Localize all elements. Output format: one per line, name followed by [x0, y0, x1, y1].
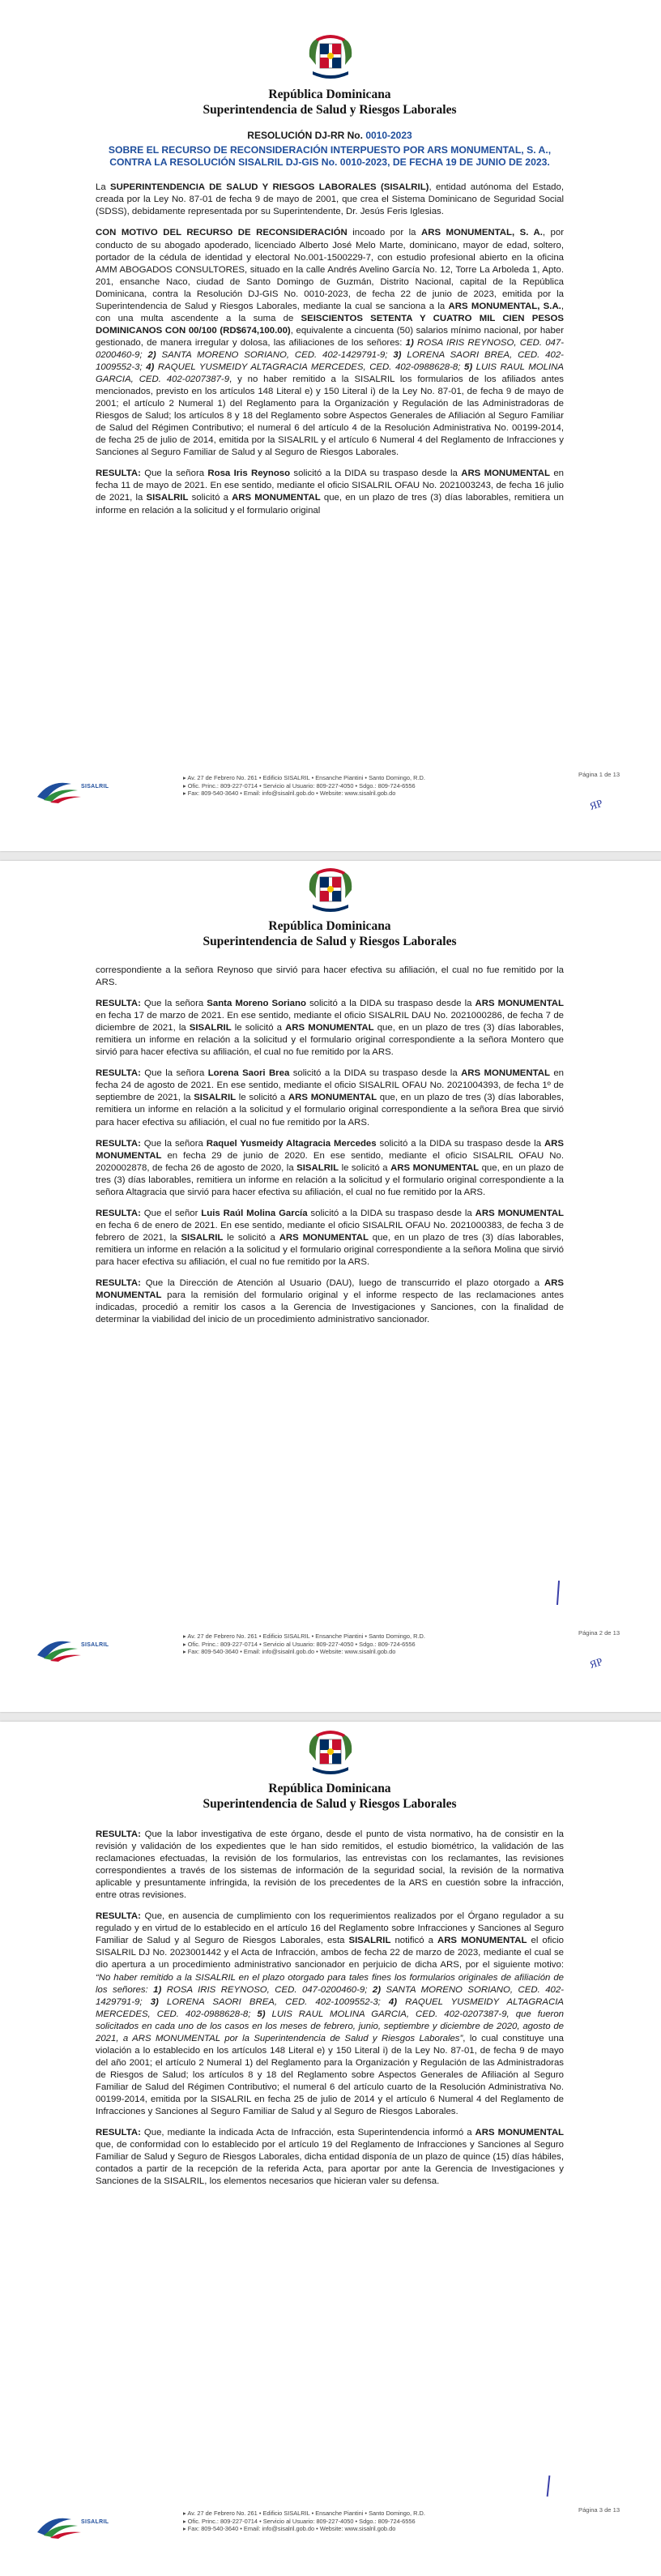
footer-address: ▸ Av. 27 de Febrero No. 261 • Edificio SISALRIL • Ensanche Piantini • Santo Domingo, R.D.: [183, 774, 425, 781]
header: [96, 919, 564, 949]
coat-of-arms-icon: [305, 866, 356, 916]
header: [96, 88, 564, 118]
footer-web: ▸ Fax: 809-540-3640 • Email: info@sisalril.gob.do • Website: www.sisalril.gob.do: [183, 2525, 396, 2533]
footer-phones: ▸ Ofic. Princ.: 809-227-0714 • Servicio al Usuario: 809-227-4050 • Sdgo.: 809-724-6556: [183, 781, 416, 789]
signature-stroke: [547, 2475, 551, 2497]
paragraph: RESULTA: Que la señora Lorena Saori Brea solicitó a la DIDA su traspaso desde la ARS MONUMENTAL en fecha 24 de agosto de 2021. En ese sentido, mediante el oficio SISALRIL OFAU No. 2021004393, de fecha 1º de septiembre de 2021, la SISALRIL le solicitó a ARS MONUMENTAL que, en un plazo de tres (3) días laborables, remitiera un informe en relación a la solicitud y el formulario original correspondiente a la señora Brea que sirvió para hacer efectiva su afiliación, el cual no fue remitido por la ARS.: [96, 1068, 565, 1128]
resolution-title: [96, 130, 564, 143]
page-footer: [36, 771, 635, 810]
resolution-label: RESOLUCIÓN DJ-RR No.: [247, 130, 363, 141]
page-3-body: [96, 1829, 564, 2197]
footer-brand: SISALRIL: [81, 784, 109, 789]
page-3: [0, 1722, 661, 2576]
handwritten-initial: ЯP: [587, 796, 604, 813]
resolution-number: 0010-2023: [365, 130, 412, 141]
signature-stroke: [557, 1581, 560, 1605]
paragraph: correspondiente a la señora Reynoso que sirvió para hacer efectiva su afiliación, el cual no fue remitido por la ARS.: [96, 965, 564, 988]
handwritten-initial: ЯP: [587, 1654, 604, 1671]
paragraph: RESULTA: Que, mediante la indicada Acta de Infracción, esta Superintendencia informó a ARS MONUMENTAL que, de conformidad con lo establecido por el artículo 19 del Reglamento de Infracciones y Sanciones al Seguro Familiar de Salud y Seguro de Riesgos Laborales, dicha entidad disponía de un plazo de quince (15) días hábiles, contados a partir de la recepción de la referida Acta, para aportar por ante la Gerencia de Investigaciones y Sanciones de la SISALRIL, los elementos necesarios que hicieran valer su defensa.: [96, 2128, 564, 2187]
footer-contact: [183, 1632, 523, 1656]
footer-web: ▸ Fax: 809-540-3640 • Email: info@sisalril.gob.do • Website: www.sisalril.gob.do: [183, 789, 396, 798]
page-2-body: [96, 965, 564, 1335]
resolution-subtitle: SOBRE EL RECURSO DE RECONSIDERACIÓN INTERPUESTO POR ARS MONUMENTAL, S. A., CONTRA LA RESOLUCIÓN SISALRIL DJ-GIS No. 0010-2023, DE FECHA 19 DE JUNIO DE 2023.: [108, 143, 552, 169]
footer-brand: SISALRIL: [81, 1642, 109, 1648]
coat-of-arms-icon: [305, 1728, 356, 1778]
page-footer: [36, 2506, 635, 2545]
header-agency: Superintendencia de Salud y Riesgos Laborales: [203, 102, 457, 117]
header-agency: Superintendencia de Salud y Riesgos Laborales: [203, 934, 457, 948]
paragraph: RESULTA: Que la Dirección de Atención al Usuario (DAU), luego de transcurrido el plazo otorgado a ARS MONUMENTAL para la remisión del formulario original y el informe respecto de las reclamaciones antes indicadas, procedió a remitir los casos a la Gerencia de Investigaciones y Sanciones, con la finalidad de determinar la viabilidad del inicio de un procedimiento administrativo sancionador.: [96, 1278, 564, 1325]
paragraph: RESULTA: Que la señora Santa Moreno Soriano solicitó a la DIDA su traspaso desde la ARS MONUMENTAL en fecha 17 de marzo de 2021. En ese sentido, mediante el oficio SISALRIL DAU No. 2021000286, de fecha 7 de diciembre de 2021, la SISALRIL le solicitó a ARS MONUMENTAL que, en un plazo de tres (3) días laborables, remitiera un informe en relación a la solicitud y el formulario original correspondiente a la señora Montero que sirvió para hacer efectiva su afiliación, el cual no fue remitido por la ARS.: [96, 999, 564, 1058]
page-number: Página 2 de 13: [578, 1629, 620, 1637]
footer-contact: [183, 774, 523, 798]
page-number: Página 3 de 13: [578, 2506, 620, 2514]
header-country: República Dominicana: [268, 1782, 391, 1795]
paragraph: RESULTA: Que la señora Raquel Yusmeidy Altagracia Mercedes solicitó a la DIDA su traspaso desde la ARS MONUMENTAL en fecha 29 de junio de 2020. En ese sentido, mediante el oficio SISALRIL OFAU No. 2020002878, de fecha 26 de agosto de 2020, la SISALRIL le solicitó a ARS MONUMENTAL que, en un plazo de tres (3) días laborables, remitiera un informe en relación a la solicitud y el formulario original correspondiente a la señora Altagracia que sirvió para hacer efectiva su afiliación, el cual no fue remitido por la ARS.: [96, 1138, 564, 1197]
page-footer: [36, 1629, 635, 1668]
paragraph: RESULTA: Que, en ausencia de cumplimiento con los requerimientos realizados por el Órgano regulador a su regulado y en virtud de lo establecido en el artículo 16 del Reglamento sobre Infracciones y Sanciones al Seguro Familiar de Salud y al Seguro de Riesgos Laborales, esta SISALRIL notificó a ARS MONUMENTAL el oficio SISALRIL DJ No. 2023001442 y el Acta de Infracción, ambos de fecha 22 de marzo de 2023, mediante el cual se dio apertura a un procedimiento administrativo sancionador en perjuicio de dicha ARS, por el siguiente motivo: “No haber remitido a la SISALRIL en el plazo otorgado para tales fines los formularios originales de afiliación de los señores: 1) ROSA IRIS REYNOSO, CED. 047-0200460-9; 2) SANTA MORENO SORIANO, CED. 402-1429791-9; 3) LORENA SAORI BREA, CED. 402-1009552-3; 4) RAQUEL YUSMEIDY ALTAGRACIA MERCEDES, CED. 402-0988628-8; 5) LUIS RAUL MOLINA GARCIA, CED. 402-0207387-9, que fueron solicitados en cada uno de los casos en los meses de febrero, junio, septiembre y diciembre de 2020, agosto de 2021, a ARS MONUMENTAL por la Superintendencia de Salud y Riesgos Laborales”, lo cual constituye una violación a lo establecido en los artículos 148 Literal e) y 150 Literal i) de la Ley No. 87-01, de fecha 9 de mayo del año 2001; el artículo 2 Numeral 1) del Reglamento para la Organización y Regulación de las Administradoras de Riesgos de Salud; los artículos 8 y 18 del Reglamento sobre Aspectos Generales de Afiliación al Seguro Familiar de Salud del Régimen Contributivo; el numeral 6 del artículo cuarto de la Resolución Administrativa No. 00199-2014, emitida por la SISALRIL en fecha 25 de julio de 2014 y el artículo 6 Numeral 4 del Reglamento de Infracciones y Sanciones al Seguro Familiar de Salud y al Seguro de Riesgos Laborales.: [96, 1911, 564, 2117]
header-country: República Dominicana: [268, 919, 391, 933]
paragraph: CON MOTIVO DEL RECURSO DE RECONSIDERACIÓN incoado por la ARS MONUMENTAL, S. A., por conducto de su abogado apoderado, licenciado Alberto José Melo Marte, dominicano, mayor de edad, soltero, portador de la cédula de identidad y electoral No.001-1500229-7, con estudio profesional abierto en la oficina AMM ABOGADOS CONSULTORES, situado en la calle Andrés Avelino García No. 12, Torre La Arboleda 1, Apto. 201, ensanche Naco, ciudad de Santo Domingo de Guzmán, Distrito Nacional, capital de la República Dominicana, contra la Resolución DJ-GIS No. 0010-2023, de fecha 22 de junio de 2023, emitida por la Superintendencia de Salud y Riesgos Laborales, mediante la cual se sanciona a la ARS MONUMENTAL, S.A., con una multa ascendente a la suma de SEISCIENTOS SETENTA Y CUATRO MIL CIEN PESOS DOMINICANOS CON 00/100 (RD$674,100.00), equivalente a cincuenta (50) salarios mínimo nacional, por haber gestionado, de manera irregular y dolosa, las afiliaciones de los señores: 1) ROSA IRIS REYNOSO, CED. 047-0200460-9; 2) SANTA MORENO SORIANO, CED. 402-1429791-9; 3) LORENA SAORI BREA, CED. 402-1009552-3; 4) RAQUEL YUSMEIDY ALTAGRACIA MERCEDES, CED. 402-0988628-8; 5) LUIS RAUL MOLINA GARCIA, CED. 402-0207387-9, y no haber remitido a la SISALRIL los formularios de los afiliados antes mencionados, previsto en los artículos 148 Literal e) y 150 Literal i) de la Ley No. 87-01, de fecha 9 de mayo de 2001; el artículo 2 Numeral 1) del Reglamento para la Organización y Regulación de las Administradoras de Riesgos de Salud; los artículos 8 y 18 del Reglamento sobre Aspectos Generales de Afiliación al Seguro Familiar de Salud del Régimen Contributivo; el numeral 6 del artículo 4 de la Resolución Administrativa No. 00199-2014, de fecha 25 de julio de 2014, emitida por la SISALRIL y el artículo 6 Numeral 4 del Reglamento de Infracciones y Sanciones al Seguro Familiar de Salud y al Seguro de Riesgos Laborales.: [96, 228, 565, 458]
footer-address: ▸ Av. 27 de Febrero No. 261 • Edificio SISALRIL • Ensanche Piantini • Santo Domingo, R.D.: [183, 1632, 425, 1640]
page-2: [0, 861, 661, 1712]
footer-phones: ▸ Ofic. Princ.: 809-227-0714 • Servicio al Usuario: 809-227-4050 • Sdgo.: 809-724-6556: [183, 2517, 416, 2525]
header: [96, 1782, 564, 1812]
page-1: [0, 0, 661, 851]
sisalril-logo-icon: [36, 2511, 94, 2539]
paragraph: RESULTA: Que la señora Rosa Iris Reynoso solicitó a la DIDA su traspaso desde la ARS MONUMENTAL en fecha 11 de mayo de 2021. En ese sentido, mediante el oficio SISALRIL OFAU No. 2021003243, de fecha 16 julio de 2021, la SISALRIL solicitó a ARS MONUMENTAL que, en un plazo de tres (3) días laborables, remitiera un informe en relación a la solicitud y el formulario original: [96, 469, 564, 516]
footer-contact: [183, 2510, 523, 2533]
header-country: República Dominicana: [268, 88, 391, 101]
page-number: Página 1 de 13: [578, 771, 620, 778]
footer-web: ▸ Fax: 809-540-3640 • Email: info@sisalril.gob.do • Website: www.sisalril.gob.do: [183, 1648, 396, 1656]
paragraph: RESULTA: Que el señor Luis Raúl Molina García solicitó a la DIDA su traspaso desde la ARS MONUMENTAL en fecha 6 de enero de 2021. En ese sentido, mediante el oficio SISALRIL OFAU No. 2021000383, de fecha 3 de febrero de 2021, la SISALRIL le solicitó a ARS MONUMENTAL que, en un plazo de tres (3) días laborables, remitiera un informe en relación a la solicitud y el formulario original correspondiente a la señora Molina que sirvió para hacer efectiva su afiliación, el cual no fue remitido por la ARS.: [96, 1208, 565, 1267]
sisalril-logo-icon: [36, 776, 94, 803]
footer-brand: SISALRIL: [81, 2519, 109, 2525]
paragraph: RESULTA: Que la labor investigativa de este órgano, desde el punto de vista normativo, ha de consistir en la revisión y validación de los expedientes que le han sido remitidos, el estudio biométrico, la validación de las reclamaciones efectuadas, la revisión de los formularios, las entrevistas con los reclamantes, las revisiones correspondientes a través de los sistemas de información de la seguridad social, la revisión de la normativa aplicable y presuntamente infringida, la revisión de los precedentes de la ARS en cuestión sobre la infracción, entre otras revisiones.: [96, 1829, 564, 1901]
footer-phones: ▸ Ofic. Princ.: 809-227-0714 • Servicio al Usuario: 809-227-4050 • Sdgo.: 809-724-6556: [183, 1640, 416, 1648]
coat-of-arms-icon: [305, 32, 356, 83]
page-1-body: [96, 130, 564, 526]
sisalril-logo-icon: [36, 1634, 94, 1662]
paragraph: La SUPERINTENDENCIA DE SALUD Y RIESGOS LABORALES (SISALRIL), entidad autónoma del Estado, creada por la Ley No. 87-01 de fecha 9 de mayo de 2001, que crea el Sistema Dominicano de Seguridad Social (SDSS), debidamente representada por su Superintendente, Dr. Jesús Feris Iglesias.: [96, 182, 564, 217]
header-agency: Superintendencia de Salud y Riesgos Laborales: [203, 1796, 457, 1811]
footer-address: ▸ Av. 27 de Febrero No. 261 • Edificio SISALRIL • Ensanche Piantini • Santo Domingo, R.D.: [183, 2510, 425, 2517]
